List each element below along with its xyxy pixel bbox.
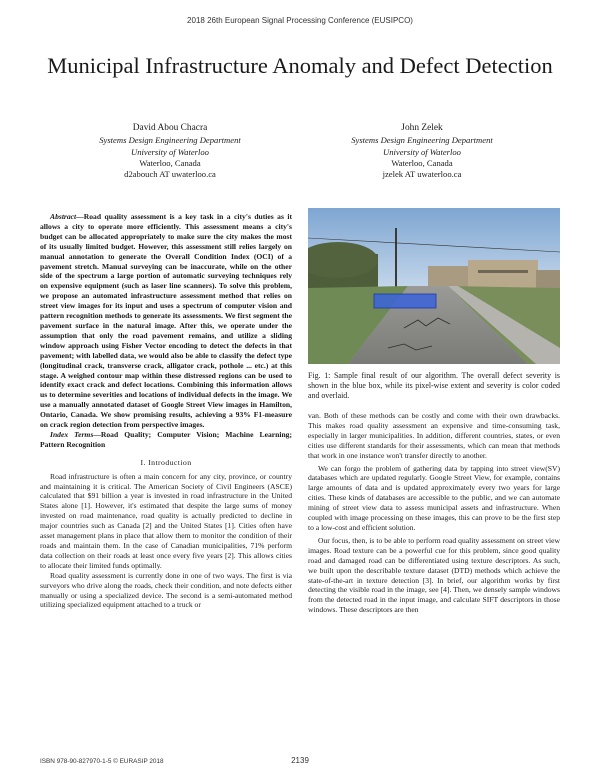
abstract (40, 212, 292, 430)
building-2 (468, 260, 538, 288)
index-terms (40, 430, 292, 450)
building-windows (478, 270, 528, 273)
severity-box (374, 294, 436, 308)
author-block-2 (312, 123, 532, 180)
right-paragraph-2: We can forgo the problem of gathering data by tapping into street view(SV) databases which are updated regularly. Google Street View, for example, contains large amounts of data and is updated approximately every two years for large cities. These kinds of databases are accessible to the public, and we can automate mining of street view data to assess municipal assets and infrastructure. When coupled with image processing on these images, this can prove to be the first step to a low-cost and efficient solution. (308, 463, 560, 532)
abstract-text: —Road quality assessment is a key task in a city's duties as it allows a city to operate more efficiently. This assessment means a city's budget can be allocated appropriately to make sure the city makes the most of its usually limited budget. However, this assessment still relies largely on manual annotation to generate the Overall Condition Index (OCI) of a pavement stretch. Manual surveying can be inaccurate, while on the other side of the spectrum a large portion of automatic surveying techniques rely on expensive equipment (such as laser line scanners). To solve this problem, we propose an automated infrastructure assessment method that relies on street view images for its input and uses a spectrum of computer vision and pattern recognition methods to generate its assessments. We first segment the pavement surface in the natural image. After this, we operate under the assumption that only the road pavement remains, and utilize a sliding window approach using Fisher Vector encoding to detect the defects in that pavement; with labelled data, we would also be able to classify the defect type (longitudinal crack, transverse crack, alligator crack, pothole ... etc.) at this stage. A weighed contour map within these distressed regions can be used to identify exact crack and defect locations. Combining this information allows us to determine severities and locations of individual defects in the image. We use a manually annotated dataset of Google Street View images in Hamilton, Ontario, Canada. We show promising results, achieving a 93% F1-measure on crack region detection from perspective images. (40, 212, 292, 430)
page-number: 2139 (291, 756, 309, 765)
right-paragraph-1: van. Both of these methods can be costly and come with their own drawbacks. This makes road quality assessment an expensive and time-consuming task, especially in larger municipalities. In addition, different countries, states, or even cities use different standards for their assessments, which can mean that methods that work in one instance won't transfer directly to another. (308, 411, 560, 460)
building-3 (536, 270, 560, 288)
right-paragraph-3: Our focus, then, is to be able to perform road quality assessment on street view images. Road texture can be a powerful cue for this problem, since good quality road and damaged road can be differentiated using texture descriptors. As such, we built upon the describable texture dataset (DTD) methods which achieve the state-of-the-art in texture detection [3]. In brief, our algorithm works by first detecting the visible road in the image, see [4]. Then, we densely sample windows from the detected road in the input image, and calculate SIFT descriptors in those windows. These descriptors are then (308, 535, 560, 615)
index-terms-lead: Index Terms (50, 429, 94, 439)
author-department: Systems Design Engineering Department (99, 135, 241, 146)
author-name: David Abou Chacra (132, 123, 208, 133)
author-location: Waterloo, Canada (391, 157, 453, 168)
left-column (40, 212, 292, 610)
author-location: Waterloo, Canada (139, 157, 201, 168)
abstract-lead: Abstract (50, 212, 77, 221)
author-university: University of Waterloo (131, 146, 209, 157)
author-block-1 (60, 123, 280, 180)
author-name: John Zelek (401, 123, 443, 133)
building-1 (428, 266, 468, 288)
street-view-image (308, 208, 560, 364)
author-university: University of Waterloo (383, 146, 461, 157)
figure-caption: Fig. 1: Sample final result of our algorithm. The overall defect severity is shown in the blue box, while its pixel-wise extent and severity is color coded and overlaid. (308, 371, 560, 400)
author-email: jzelek AT uwaterloo.ca (382, 169, 462, 180)
author-department: Systems Design Engineering Department (351, 135, 493, 146)
conference-header: 2018 26th European Signal Processing Conference (EUSIPCO) (187, 16, 413, 25)
right-column (308, 208, 560, 615)
intro-paragraph-2: Road quality assessment is currently done in one of two ways. The first is via surveyors who drive along the roads, check their condition, and note defects either manually or using a specialized device. The second is a semi-automated method utilizing specialized equipment attached to a truck or (40, 570, 292, 610)
figure-street-view (308, 208, 560, 364)
intro-paragraph-1: Road infrastructure is often a main concern for any city, province, or country and maintaining it is critical. The American Society of Civil Engineers (ASCE) calculated that $91 billion a year is invested in road infrastructure in the United States alone [1]. However, it's estimated that despite the large sums of money invested on road maintenance, road quality is actually predicted to decline in major countries such as Canada [2] and the United States [1]. Cities often have asset management plans in place that allow them to monitor the condition of their roads and maintain them. In the case of Canadian municipalities, 71% perform data collection on their roads at least once every five years [2]. This allows cities to allocate their limited funds optimally. (40, 471, 292, 570)
index-terms-text: —Road Quality; Computer Vision; Machine Learning; Pattern Recognition (40, 429, 293, 449)
section-heading-introduction: I. Introduction (140, 457, 192, 467)
author-email: d2abouch AT uwaterloo.ca (124, 169, 216, 180)
paper-title: Municipal Infrastructure Anomaly and Defect Detection (47, 53, 553, 78)
footer-isbn: ISBN 978-90-827970-1-5 © EURASIP 2018 (40, 758, 164, 765)
